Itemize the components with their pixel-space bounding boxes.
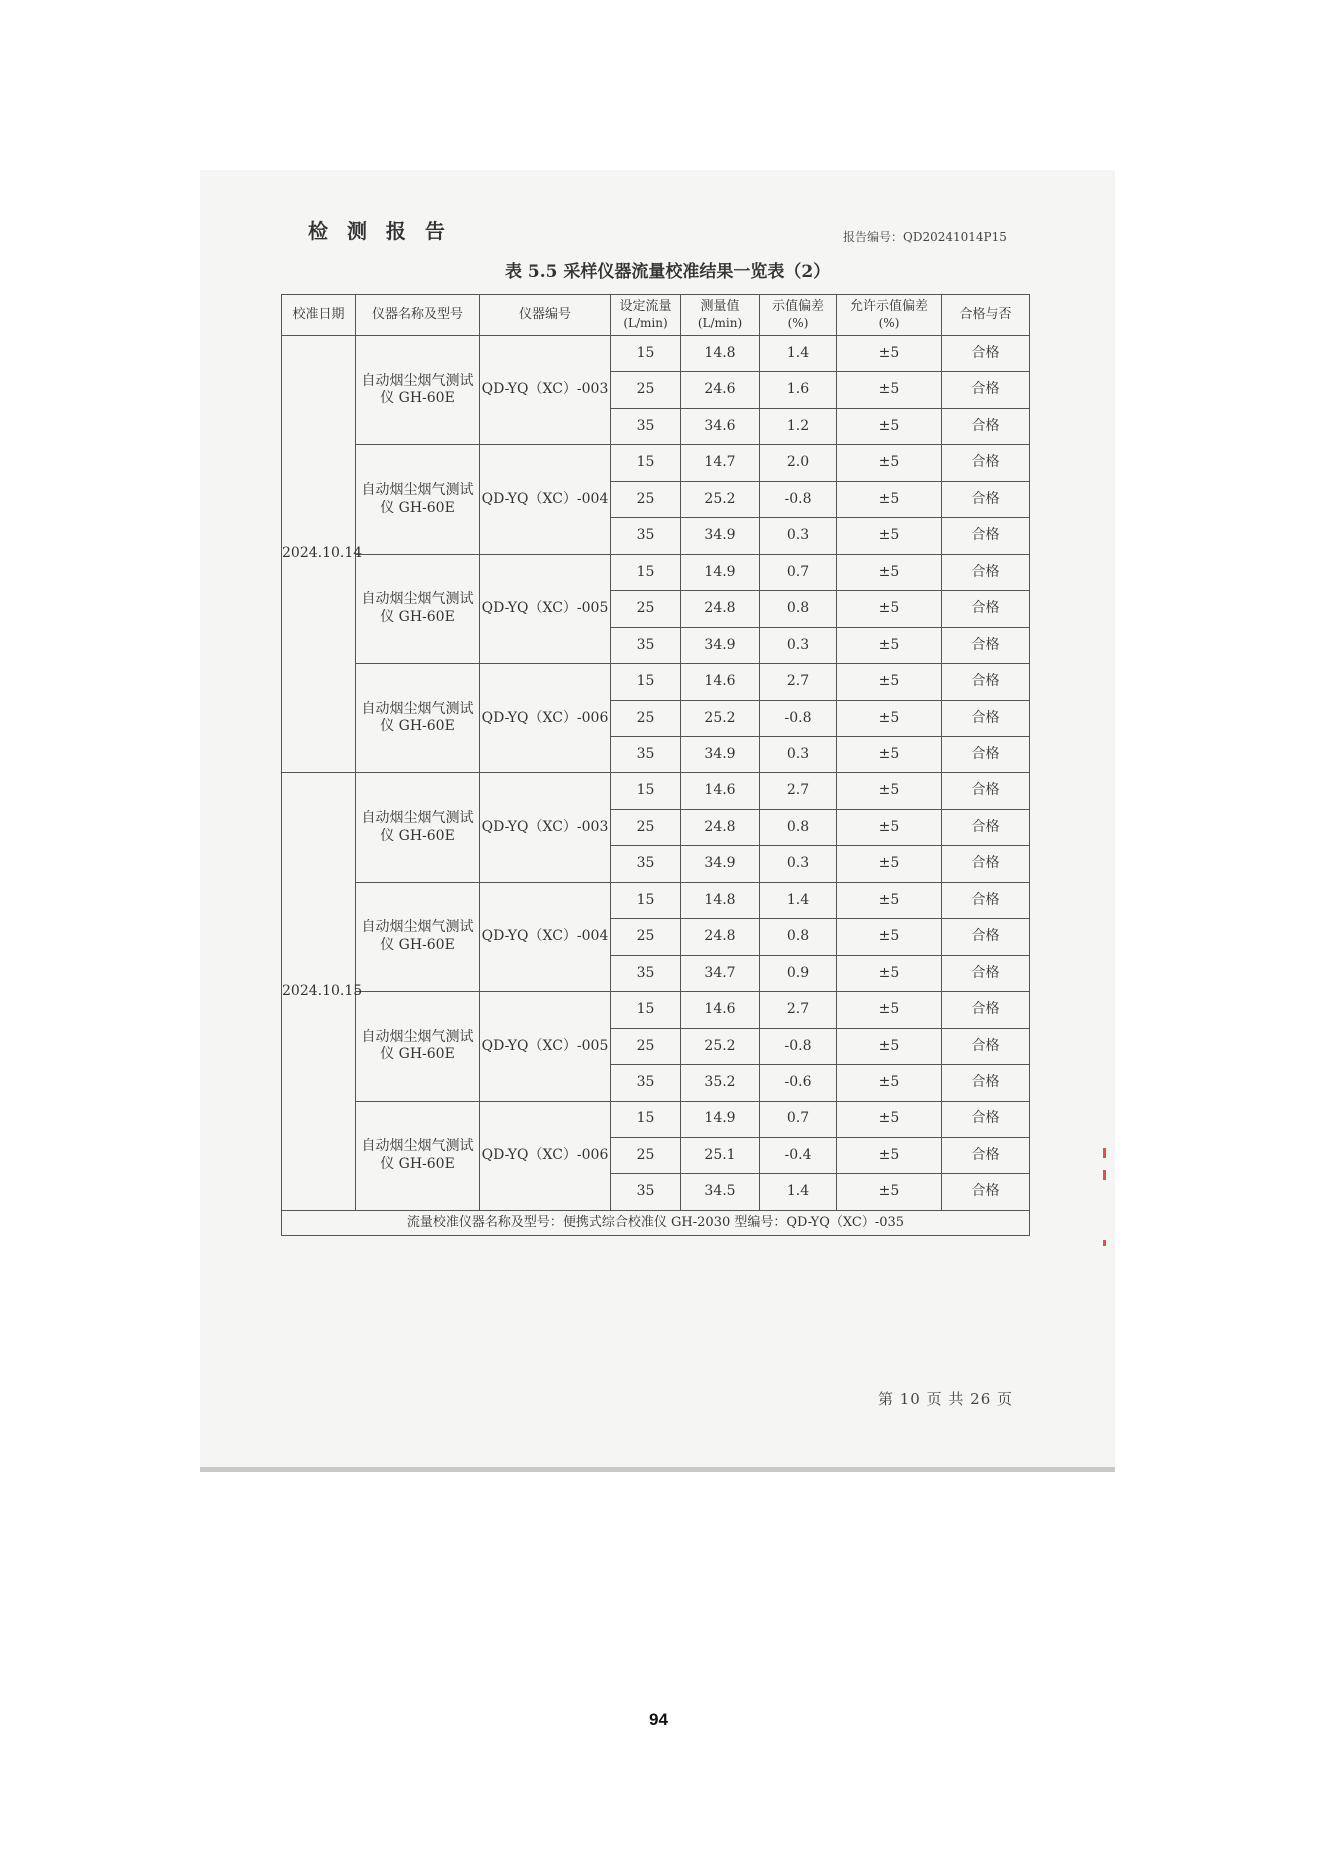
deviation-cell: 0.3 (760, 846, 837, 882)
measured-cell: 25.2 (681, 481, 760, 517)
allowed-cell: ±5 (837, 554, 942, 590)
measured-cell: 24.8 (681, 591, 760, 627)
deviation-cell: 0.9 (760, 955, 837, 991)
result-cell: 合格 (942, 408, 1030, 444)
deviation-cell: 0.8 (760, 591, 837, 627)
result-cell: 合格 (942, 1101, 1030, 1137)
set-flow-cell: 15 (611, 664, 681, 700)
allowed-cell: ±5 (837, 919, 942, 955)
result-cell: 合格 (942, 1028, 1030, 1064)
measured-cell: 34.9 (681, 518, 760, 554)
set-flow-cell: 25 (611, 1137, 681, 1173)
header-measured (681, 295, 760, 336)
deviation-cell: 0.3 (760, 736, 837, 772)
result-cell: 合格 (942, 809, 1030, 845)
deviation-cell: 0.7 (760, 554, 837, 590)
deviation-cell: 2.7 (760, 773, 837, 809)
header-deviation (760, 295, 837, 336)
allowed-cell: ±5 (837, 700, 942, 736)
date-cell: 2024.10.15 (282, 773, 356, 1211)
set-flow-cell: 25 (611, 481, 681, 517)
measured-cell: 35.2 (681, 1065, 760, 1101)
result-cell: 合格 (942, 372, 1030, 408)
instrument-serial-cell: QD-YQ（XC）-006 (480, 664, 611, 773)
table-title: 表 5.5 采样仪器流量校准结果一览表（2） (505, 262, 831, 282)
header-set-flow (611, 295, 681, 336)
footer-note: 流量校准仪器名称及型号：便携式综合校准仪 GH-2030 型编号：QD-YQ（XC）-035 (282, 1211, 1030, 1236)
set-flow-cell: 35 (611, 955, 681, 991)
measured-cell: 14.8 (681, 336, 760, 372)
measured-cell: 24.8 (681, 809, 760, 845)
table-row (282, 664, 1030, 700)
table-row (282, 336, 1030, 372)
result-cell: 合格 (942, 445, 1030, 481)
result-cell: 合格 (942, 846, 1030, 882)
table-row (282, 773, 1030, 809)
measured-cell: 14.8 (681, 882, 760, 918)
deviation-cell: 0.8 (760, 919, 837, 955)
measured-cell: 34.5 (681, 1174, 760, 1211)
instrument-name-cell: 自动烟尘烟气测试仪 GH-60E (356, 1101, 480, 1210)
measured-cell: 14.9 (681, 1101, 760, 1137)
deviation-cell: 1.4 (760, 336, 837, 372)
set-flow-cell: 35 (611, 408, 681, 444)
result-cell: 合格 (942, 700, 1030, 736)
instrument-name-cell: 自动烟尘烟气测试仪 GH-60E (356, 445, 480, 554)
result-cell: 合格 (942, 736, 1030, 772)
allowed-cell: ±5 (837, 518, 942, 554)
result-cell: 合格 (942, 882, 1030, 918)
allowed-cell: ±5 (837, 591, 942, 627)
allowed-cell: ±5 (837, 372, 942, 408)
result-cell: 合格 (942, 955, 1030, 991)
allowed-cell: ±5 (837, 736, 942, 772)
set-flow-cell: 25 (611, 919, 681, 955)
header-deviation-label: 示值偏差 (771, 299, 824, 315)
date-cell: 2024.10.14 (282, 336, 356, 773)
table-row (282, 992, 1030, 1028)
report-number: 报告编号：QD20241014P15 (843, 230, 1007, 244)
deviation-cell: 1.6 (760, 372, 837, 408)
allowed-cell: ±5 (837, 336, 942, 372)
result-cell: 合格 (942, 481, 1030, 517)
calibration-table (281, 294, 1030, 1236)
deviation-cell: -0.4 (760, 1137, 837, 1173)
result-cell: 合格 (942, 664, 1030, 700)
allowed-cell: ±5 (837, 627, 942, 663)
table-row (282, 445, 1030, 481)
instrument-name-cell: 自动烟尘烟气测试仪 GH-60E (356, 882, 480, 991)
set-flow-cell: 35 (611, 627, 681, 663)
deviation-cell: 2.7 (760, 992, 837, 1028)
set-flow-cell: 25 (611, 372, 681, 408)
measured-cell: 34.6 (681, 408, 760, 444)
result-cell: 合格 (942, 518, 1030, 554)
result-cell: 合格 (942, 554, 1030, 590)
footer-note-row (282, 1211, 1030, 1236)
set-flow-cell: 25 (611, 809, 681, 845)
header-result: 合格与否 (942, 295, 1030, 336)
set-flow-cell: 15 (611, 336, 681, 372)
table-body (282, 336, 1030, 1211)
result-cell: 合格 (942, 336, 1030, 372)
allowed-cell: ±5 (837, 773, 942, 809)
allowed-cell: ±5 (837, 445, 942, 481)
measured-cell: 14.6 (681, 992, 760, 1028)
measured-cell: 34.9 (681, 846, 760, 882)
allowed-cell: ±5 (837, 664, 942, 700)
deviation-cell: -0.8 (760, 700, 837, 736)
instrument-serial-cell: QD-YQ（XC）-005 (480, 554, 611, 663)
table-row (282, 1101, 1030, 1137)
deviation-cell: 0.3 (760, 627, 837, 663)
allowed-cell: ±5 (837, 481, 942, 517)
header-measured-unit: (L/min) (697, 315, 743, 330)
table-row (282, 554, 1030, 590)
allowed-cell: ±5 (837, 955, 942, 991)
set-flow-cell: 15 (611, 882, 681, 918)
allowed-cell: ±5 (837, 1028, 942, 1064)
set-flow-cell: 25 (611, 591, 681, 627)
deviation-cell: 1.4 (760, 1174, 837, 1211)
allowed-cell: ±5 (837, 1137, 942, 1173)
header-allowed-unit: (%) (878, 315, 900, 330)
set-flow-cell: 15 (611, 445, 681, 481)
measured-cell: 25.2 (681, 1028, 760, 1064)
header-deviation-unit: (%) (787, 315, 809, 330)
result-cell: 合格 (942, 1137, 1030, 1173)
allowed-cell: ±5 (837, 846, 942, 882)
deviation-cell: 0.3 (760, 518, 837, 554)
header-set-flow-label: 设定流量 (619, 299, 672, 315)
margin-mark (1103, 1148, 1106, 1158)
instrument-serial-cell: QD-YQ（XC）-006 (480, 1101, 611, 1210)
measured-cell: 14.6 (681, 664, 760, 700)
measured-cell: 14.7 (681, 445, 760, 481)
margin-mark (1103, 1240, 1106, 1246)
header-date: 校准日期 (282, 295, 356, 336)
scan-edge (200, 1467, 1115, 1472)
deviation-cell: 0.8 (760, 809, 837, 845)
allowed-cell: ±5 (837, 809, 942, 845)
allowed-cell: ±5 (837, 408, 942, 444)
set-flow-cell: 15 (611, 773, 681, 809)
set-flow-cell: 15 (611, 1101, 681, 1137)
set-flow-cell: 15 (611, 992, 681, 1028)
allowed-cell: ±5 (837, 1174, 942, 1211)
deviation-cell: 2.0 (760, 445, 837, 481)
table-row (282, 882, 1030, 918)
header-measured-label: 测量值 (700, 299, 740, 315)
deviation-cell: -0.8 (760, 1028, 837, 1064)
instrument-name-cell: 自动烟尘烟气测试仪 GH-60E (356, 773, 480, 882)
result-cell: 合格 (942, 591, 1030, 627)
instrument-serial-cell: QD-YQ（XC）-003 (480, 773, 611, 882)
header-allowed (837, 295, 942, 336)
instrument-serial-cell: QD-YQ（XC）-003 (480, 336, 611, 445)
measured-cell: 34.7 (681, 955, 760, 991)
header-allowed-label: 允许示值偏差 (849, 299, 928, 315)
set-flow-cell: 25 (611, 1028, 681, 1064)
report-header-title: 检 测 报 告 (308, 219, 451, 243)
instrument-name-cell: 自动烟尘烟气测试仪 GH-60E (356, 336, 480, 445)
instrument-name-cell: 自动烟尘烟气测试仪 GH-60E (356, 554, 480, 663)
deviation-cell: 2.7 (760, 664, 837, 700)
instrument-name-cell: 自动烟尘烟气测试仪 GH-60E (356, 992, 480, 1101)
deviation-cell: 1.4 (760, 882, 837, 918)
deviation-cell: -0.8 (760, 481, 837, 517)
result-cell: 合格 (942, 773, 1030, 809)
measured-cell: 14.6 (681, 773, 760, 809)
measured-cell: 34.9 (681, 736, 760, 772)
deviation-cell: 1.2 (760, 408, 837, 444)
header-serial: 仪器编号 (480, 295, 611, 336)
measured-cell: 24.6 (681, 372, 760, 408)
header-name: 仪器名称及型号 (356, 295, 480, 336)
measured-cell: 24.8 (681, 919, 760, 955)
set-flow-cell: 35 (611, 1065, 681, 1101)
instrument-name-cell: 自动烟尘烟气测试仪 GH-60E (356, 664, 480, 773)
set-flow-cell: 15 (611, 554, 681, 590)
result-cell: 合格 (942, 1065, 1030, 1101)
result-cell: 合格 (942, 627, 1030, 663)
margin-mark (1103, 1170, 1106, 1180)
page-footer: 第 10 页 共 26 页 (878, 1390, 1014, 1408)
measured-cell: 25.1 (681, 1137, 760, 1173)
set-flow-cell: 35 (611, 846, 681, 882)
measured-cell: 14.9 (681, 554, 760, 590)
measured-cell: 34.9 (681, 627, 760, 663)
page-number: 94 (649, 1710, 668, 1729)
set-flow-cell: 25 (611, 700, 681, 736)
result-cell: 合格 (942, 992, 1030, 1028)
set-flow-cell: 35 (611, 518, 681, 554)
result-cell: 合格 (942, 919, 1030, 955)
allowed-cell: ±5 (837, 1101, 942, 1137)
deviation-cell: 0.7 (760, 1101, 837, 1137)
allowed-cell: ±5 (837, 1065, 942, 1101)
result-cell: 合格 (942, 1174, 1030, 1211)
measured-cell: 25.2 (681, 700, 760, 736)
instrument-serial-cell: QD-YQ（XC）-004 (480, 882, 611, 991)
set-flow-cell: 35 (611, 1174, 681, 1211)
instrument-serial-cell: QD-YQ（XC）-005 (480, 992, 611, 1101)
set-flow-cell: 35 (611, 736, 681, 772)
allowed-cell: ±5 (837, 992, 942, 1028)
allowed-cell: ±5 (837, 882, 942, 918)
header-set-flow-unit: (L/min) (623, 315, 668, 330)
table-header-row (282, 295, 1030, 336)
deviation-cell: -0.6 (760, 1065, 837, 1101)
instrument-serial-cell: QD-YQ（XC）-004 (480, 445, 611, 554)
